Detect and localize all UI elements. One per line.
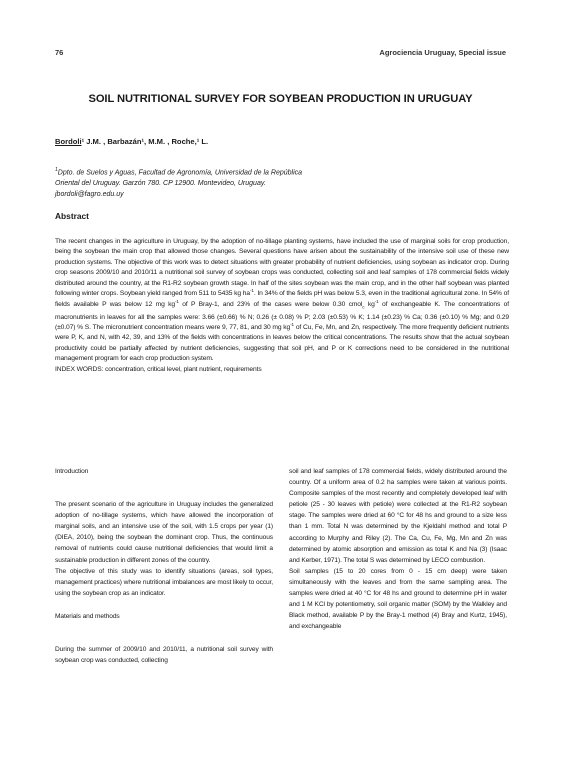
subscript: c <box>362 304 365 310</box>
paper-title: SOIL NUTRITIONAL SURVEY FOR SOYBEAN PRODUCTION IN URUGUAY <box>88 93 473 105</box>
left-column <box>55 466 273 666</box>
right-column <box>289 466 507 632</box>
abstract-text-e: of exchangeable K. The concentrations of macronutrients in leaves for all the samples were: 3.66 (±0.66) % N; 0.26 (± 0.08) % P; 2.03 (±0.53) % K; 1.14 (±0.23) % Ca; 0.36 (±0.10) % Mg; and 0.29 (±0.07) % S. The micronutrient concentration means were 9, 77, 81, and 30 mg kg <box>55 300 510 331</box>
methods-paragraph-2: soil and leaf samples of 178 commercial fields, widely distributed around the country. Of a uniform area of 0.2 ha samples were taken at various points. Composite samples of the most recently and completely developed leaf with petiole (25 - 30 leaves with petiole) were collected at the R1-R2 soybean stage. The samples were dried at 60 °C for 48 hs and ground to a size less than 1 mm. Total N was determined by the Kjeldahl method and total P according to Murphy and Riley (2). The Ca, Cu, Fe, Mg, Mn and Zn was determined by atomic absorption and emission as total K and Na (3) (Isaac and Kerber, 1971). The total S was determined by LECO combustion. <box>289 468 507 564</box>
affiliation-line-2: Oriental del Uruguay. Garzón 780. CP 12900. Montevideo, Uruguay. <box>55 180 266 188</box>
methods-paragraph-3: Soil samples (15 to 20 cores from 0 - 15 cm deep) were taken simultaneously with the leaves and from the same sampling area. The samples were dried at 40 °C for 48 hs and ground to determine pH in water and 1 M KCl by potentiometry, soil organic matter (SOM) by the Walkley and Black method, available P by the Bray-1 method (4) Bray and Kurtz, 1945), and exchangeable <box>289 567 507 631</box>
index-words: INDEX WORDS: concentration, critical level, plant nutrient, requirements <box>55 365 262 373</box>
author-list <box>55 137 208 146</box>
affiliation <box>55 165 302 200</box>
abstract-text-d: kg <box>364 300 375 308</box>
abstract-text-b: . In 34% of the fields pH was below 5.3, even in the traditional agricultural zone. In 54% of fields available P was below 12 mg kg <box>55 290 509 308</box>
superscript: -1 <box>290 321 294 327</box>
affiliation-line-1: Dpto. de Suelos y Aguas, Facultad de Agronomía, Universidad de la República <box>57 169 303 177</box>
abstract-heading: Abstract <box>55 211 89 221</box>
abstract-text-f: of Cu, Fe, Mn, and Zn, respectively. The more frequently deficient nutrients were P, K, and N, with 42, 39, and 13% of the fields with concentrations in leaves below the critical concentrations. The results show that the actual soybean productivity could be partially affected by nutrient deficiencies, suggesting that soil pH, and P or K corrections need to be considered in the nutritional management program for each crop production system. <box>55 323 509 363</box>
first-author: Bordoli <box>55 137 82 146</box>
other-authors: ¹ J.M. , Barbazán¹, M.M. , Roche,¹ L. <box>81 137 209 146</box>
superscript: -1 <box>374 298 379 304</box>
journal-name: Agrociencia Uruguay, Special issue <box>379 48 506 57</box>
abstract-text-a: The recent changes in the agriculture in Uruguay, by the adoption of no-tillage planting systems, have included the use of marginal soils for crop production, being the soybean the main crop that allowed those changes. Several questions have arisen about the sustainability of the intensive soil use of these new production systems. The objective of this work was to detect situations with greater probability of nutrient deficiencies, using soybean as indicator crop. During crop seasons 2009/10 and 2010/11 a nutritional soil survey of soybean crops was conducted, collecting soil and leaf samples of 178 commercial fields widely distributed around the country, at the R1-R2 soybean growth stage. In half of the sites soybean was the main crop, and in the other half soybean was planted following winter crops. Soybean yield ranged from 511 to 5435 kg ha <box>55 238 509 298</box>
affiliation-marker: 1 <box>55 167 58 173</box>
abstract-text-c: of P Bray-1, and 23% of the cases were below 0.30 cmol <box>178 300 363 308</box>
introduction-paragraph-1: The present scenario of the agriculture in Uruguay includes the generalized adoption of no-tillage systems, which have allowed the incorporation of marginal soils, and an intensive use of the soil, with 1.5 crops per year (1) (DIEA, 2010), being the soybean the dominant crop. Thus, the continuous removal of nutrients could cause nutritional deficiencies that would limit a sustainable production in different zones of the country. <box>55 501 273 564</box>
page-number: 76 <box>55 48 64 57</box>
author-email: jbordoli@fagro.edu.uy <box>55 191 124 199</box>
methods-heading: Materials and methods <box>55 612 120 620</box>
abstract-body <box>55 237 509 375</box>
introduction-paragraph-2: The objective of this study was to identify situations (areas, soil types, management practices) where nutritional imbalances are most likely to occur, using the soybean crop as an indicator. <box>55 567 273 597</box>
superscript: -1 <box>249 288 254 294</box>
superscript: -1 <box>174 298 179 304</box>
introduction-heading: Introduction <box>55 468 89 475</box>
methods-paragraph-1: During the summer of 2009/10 and 2010/11, a nutritional soil survey with soybean crop was conducted, collecting <box>55 646 273 665</box>
